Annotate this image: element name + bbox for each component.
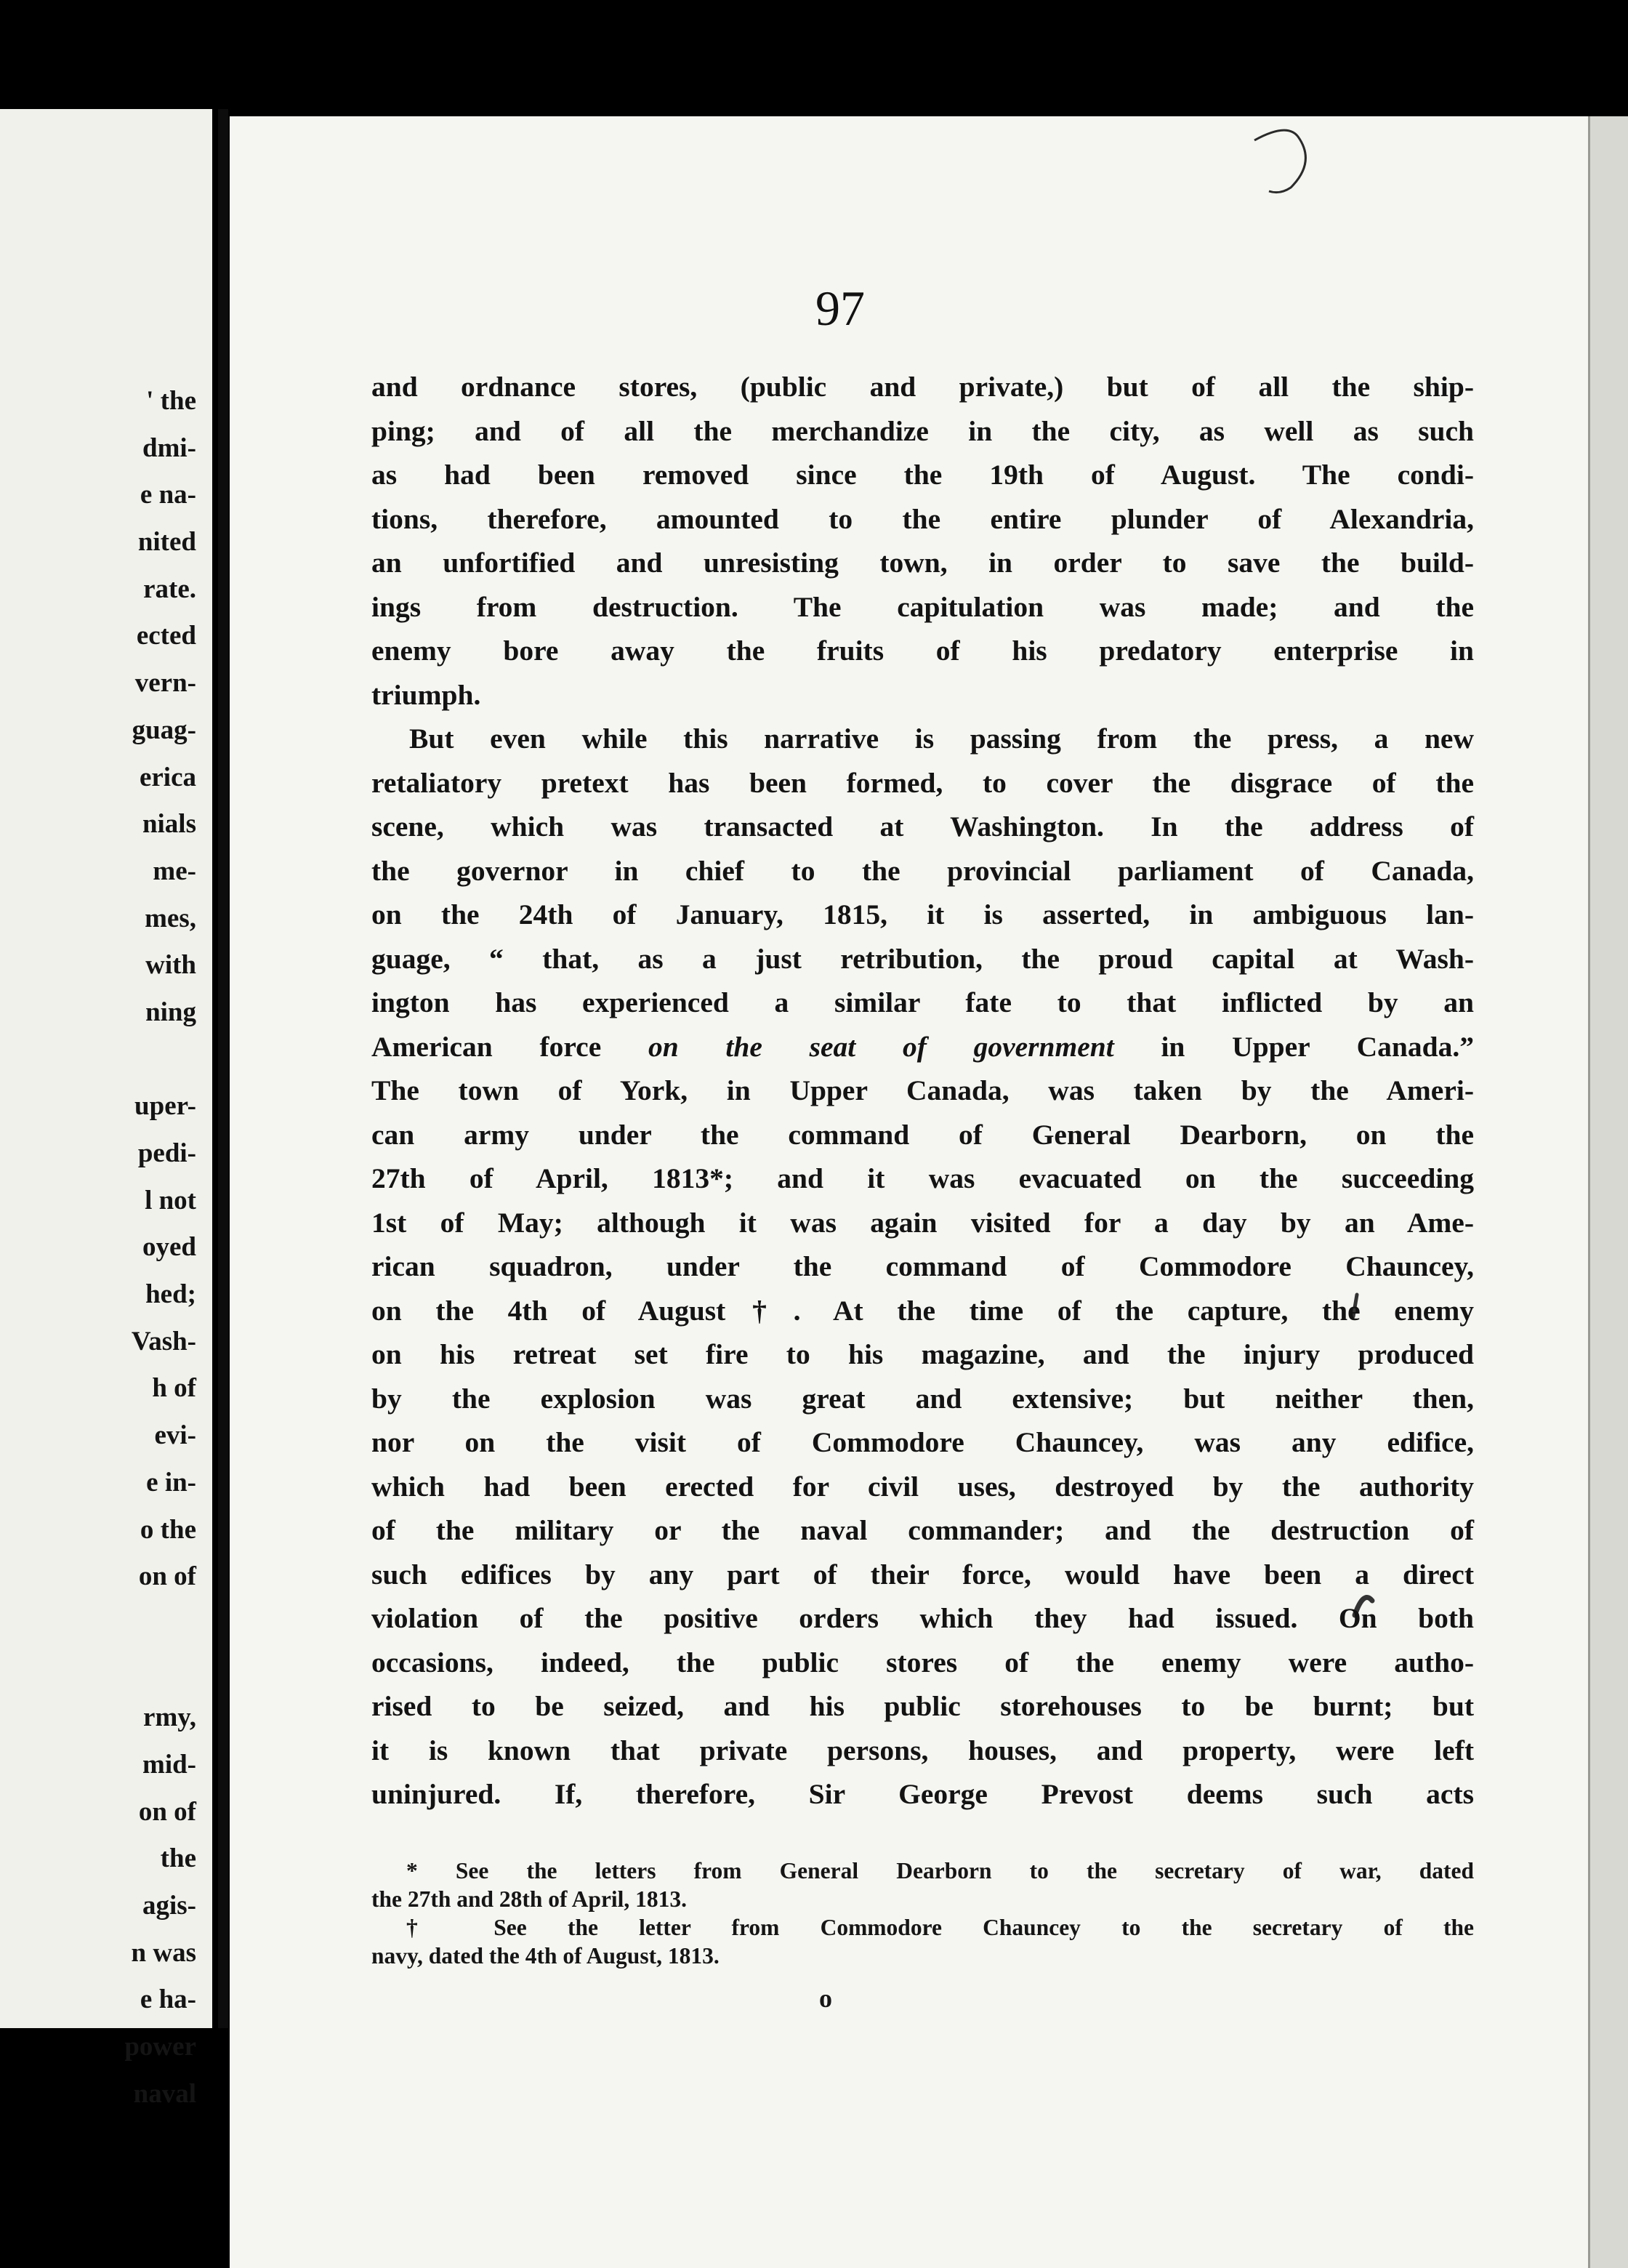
previous-page-fragment: agis-	[142, 1891, 196, 1921]
text-line: of the military or the naval commander; and the destruction of	[371, 1514, 1474, 1546]
footnote-line: navy, dated the 4th of August, 1813.	[371, 1943, 720, 1969]
previous-page-fragment: nials	[142, 809, 196, 840]
body-text	[371, 365, 1474, 1817]
text-segment: American force on the seat of government in Upper Canada.”	[371, 1030, 1474, 1063]
text-line: on the 24th of January, 1815, it is asserted, in ambiguous lan-	[371, 898, 1474, 930]
italic-phrase: on the seat of government	[648, 1030, 1114, 1063]
previous-page-fragment: rmy,	[143, 1702, 196, 1733]
signature-mark: o	[819, 1984, 832, 2013]
text-line: on the 4th of August†. At the time of the capture, the enemy	[371, 1294, 1474, 1327]
previous-page-fragment: uper-	[134, 1091, 196, 1122]
previous-page-fragment: e in-	[146, 1467, 196, 1497]
text-line: retaliatory pretext has been formed, to cover the disgrace of the	[371, 766, 1474, 799]
footnote-line: the 27th and 28th of April, 1813.	[371, 1886, 688, 1912]
page-edge-strip	[1588, 116, 1628, 2268]
text-line: enemy bore away the fruits of his predatory enterprise in	[371, 635, 1474, 667]
previous-page-fragment: dmi-	[142, 433, 196, 463]
previous-page-fragment: l not	[145, 1185, 196, 1215]
previous-page-edge	[0, 109, 212, 2109]
previous-page-fragment: the	[160, 1843, 196, 1874]
previous-page-line-fragments	[51, 378, 196, 2118]
page-gutter	[218, 109, 228, 2028]
text-line: rican squadron, under the command of Commodore Chauncey,	[371, 1250, 1474, 1282]
text-line: which had been erected for civil uses, destroyed by the authority	[371, 1470, 1474, 1503]
previous-page-fragment: ected	[136, 621, 196, 651]
previous-page-fragment: evi-	[154, 1420, 196, 1451]
previous-page-fragment: on of	[138, 1796, 196, 1827]
previous-page-fragment: naval	[133, 2078, 196, 2109]
text-line: as had been removed since the 19th of August. The condi-	[371, 459, 1474, 491]
previous-page-fragment: e ha-	[140, 1984, 196, 2015]
previous-page-fragment: power	[124, 2032, 196, 2062]
previous-page-fragment: ning	[145, 997, 196, 1027]
text-line: The town of York, in Upper Canada, was taken by the Ameri-	[371, 1074, 1474, 1106]
previous-page-fragment: pedi-	[137, 1138, 196, 1168]
text-line: by the explosion was great and extensive; but neither then,	[371, 1382, 1474, 1415]
text-line: on his retreat set fire to his magazine, and the injury produced	[371, 1338, 1474, 1370]
text-line: ings from destruction. The capitulation was made; and the	[371, 590, 1474, 623]
text-line: and ordnance stores, (public and private,) but of all the ship-	[371, 371, 1474, 403]
text-line: violation of the positive orders which they had issued. On both	[371, 1602, 1474, 1634]
previous-page-fragment: mid-	[142, 1749, 196, 1780]
previous-page-fragment: n was	[131, 1937, 196, 1968]
footnote-line: * See the letters from General Dearborn to the secretary of war, dated	[406, 1858, 1474, 1883]
footnote-line: † See the letter from Commodore Chauncey to the secretary of the	[406, 1915, 1474, 1940]
previous-page-fragment: mes,	[145, 903, 196, 933]
previous-page-fragment: oyed	[142, 1232, 196, 1263]
previous-page-fragment: ' the	[146, 386, 196, 416]
text-line: the governor in chief to the provincial parliament of Canada,	[371, 854, 1474, 887]
previous-page-fragment	[51, 1037, 196, 1084]
previous-page-fragment: hed;	[145, 1279, 196, 1310]
text-line: can army under the command of General Dearborn, on the	[371, 1118, 1474, 1151]
text-line: 27th of April, 1813*; and it was evacuated on the succeeding	[371, 1162, 1474, 1194]
text-line: an unfortified and unresisting town, in order to save the build-	[371, 547, 1474, 579]
text-line: ping; and of all the merchandize in the city, as well as such	[371, 414, 1474, 447]
text-line: rised to be seized, and his public storehouses to be burnt; but	[371, 1690, 1474, 1722]
text-line: scene, which was transacted at Washington. In the address of	[371, 811, 1474, 843]
previous-page-fragment: o the	[140, 1514, 196, 1545]
previous-page-fragment: me-	[153, 856, 196, 886]
previous-page-fragment: guag-	[132, 715, 196, 745]
previous-page-fragment	[51, 1648, 196, 1695]
previous-page-fragment: rate.	[143, 574, 196, 604]
previous-page-fragment: on of	[138, 1561, 196, 1592]
text-line: nor on the visit of Commodore Chauncey, was any edifice,	[371, 1426, 1474, 1458]
previous-page-fragment: nited	[137, 527, 196, 558]
text-line: ington has experienced a similar fate to that inflicted by an	[371, 986, 1474, 1018]
previous-page-fragment	[51, 1601, 196, 1648]
text-line: guage, “ that, as a just retribution, the proud capital at Wash-	[371, 942, 1474, 975]
text-line: tions, therefore, amounted to the entire plunder of Alexandria,	[371, 502, 1474, 535]
text-line: such edifices by any part of their force, would have been a direct	[371, 1558, 1474, 1591]
previous-page-fragment: Vash-	[131, 1326, 196, 1356]
page-number: 97	[815, 281, 865, 336]
book-page	[230, 116, 1628, 2268]
previous-page-fragment: vern-	[134, 668, 196, 699]
previous-page-fragment: e na-	[140, 480, 196, 510]
text-line: 1st of May; although it was again visited for a day by an Ame-	[371, 1206, 1474, 1239]
text-line: But even while this narrative is passing from the press, a new	[409, 723, 1474, 755]
previous-page-fragment: erica	[139, 762, 196, 792]
text-line: it is known that private persons, houses, and property, were left	[371, 1734, 1474, 1766]
text-line: triumph.	[371, 678, 481, 711]
corner-pencil-mark	[1247, 122, 1334, 202]
footnotes	[371, 1857, 1474, 1970]
previous-page-fragment: with	[145, 950, 196, 981]
text-line: occasions, indeed, the public stores of the enemy were autho-	[371, 1646, 1474, 1678]
text-line: uninjured. If, therefore, Sir George Prevost deems such acts	[371, 1778, 1474, 1810]
text-line-with-italic	[371, 1025, 1474, 1069]
previous-page-fragment: h of	[152, 1373, 196, 1404]
